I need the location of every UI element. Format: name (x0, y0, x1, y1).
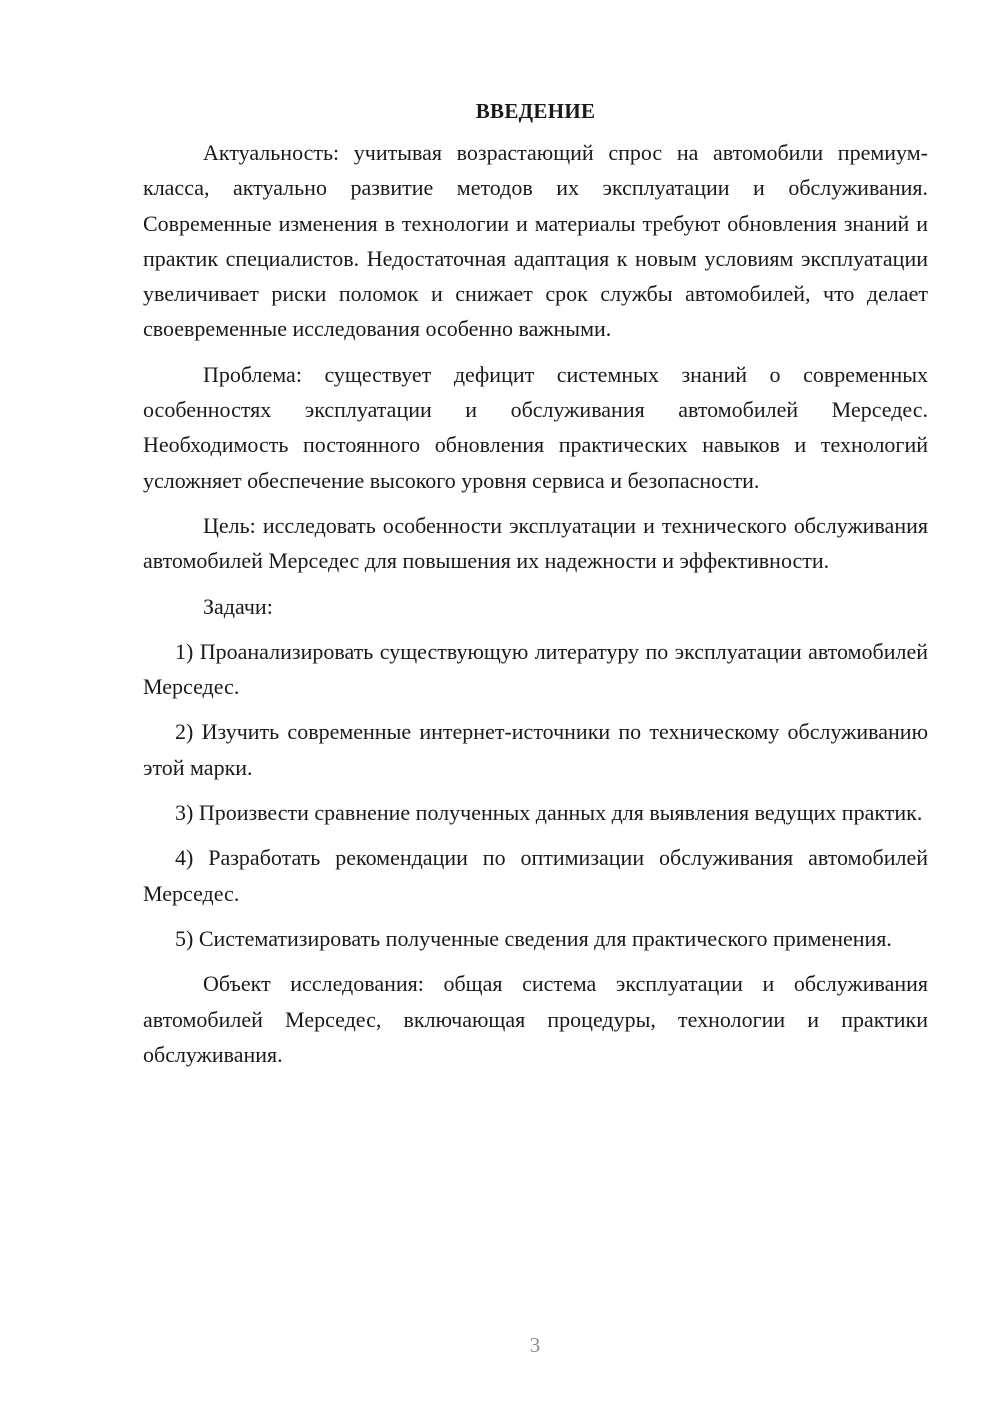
task-item-1: 1) Проанализировать существующую литературу по эксплуатации автомобилей Мерседес. (143, 638, 928, 700)
tasks-label: Задачи: (203, 593, 273, 619)
task-item-3: 3) Произвести сравнение полученных данных для выявления ведущих практик. (175, 800, 923, 826)
section-title: ВВЕДЕНИЕ (475, 99, 596, 123)
relevance-paragraph: Актуальность: учитывая возрастающий спрос на автомобили премиум-класса, актуально развитие методов их эксплуатации и обслуживания. Современные изменения в технологии и материалы требуют обновления знаний и практик специалистов. Недостаточная адаптация к новым условиям эксплуатации увеличивает риски поломок и снижает срок службы автомобилей, что делает своевременные исследования особенно важными. (143, 140, 928, 342)
object-paragraph: Объект исследования: общая система эксплуатации и обслуживания автомобилей Мерседес, включающая процедуры, технологии и практики обслуживания. (143, 971, 928, 1067)
page-number: 3 (529, 1333, 541, 1357)
problem-paragraph: Проблема: существует дефицит системных знаний о современных особенностях эксплуатации и обслуживания автомобилей Мерседес. Необходимость постоянного обновления практических навыков и технологий усложняет обеспечение высокого уровня сервиса и безопасности. (143, 361, 928, 493)
task-item-2: 2) Изучить современные интернет-источники по техническому обслуживанию этой марки. (143, 719, 928, 780)
document-page (143, 94, 928, 1082)
goal-paragraph: Цель: исследовать особенности эксплуатации и технического обслуживания автомобилей Мерседес для повышения их надежности и эффективности. (143, 512, 928, 574)
task-item-5: 5) Систематизировать полученные сведения для практического применения. (175, 925, 892, 951)
task-item-4: 4) Разработать рекомендации по оптимизации обслуживания автомобилей Мерседес. (143, 845, 928, 906)
